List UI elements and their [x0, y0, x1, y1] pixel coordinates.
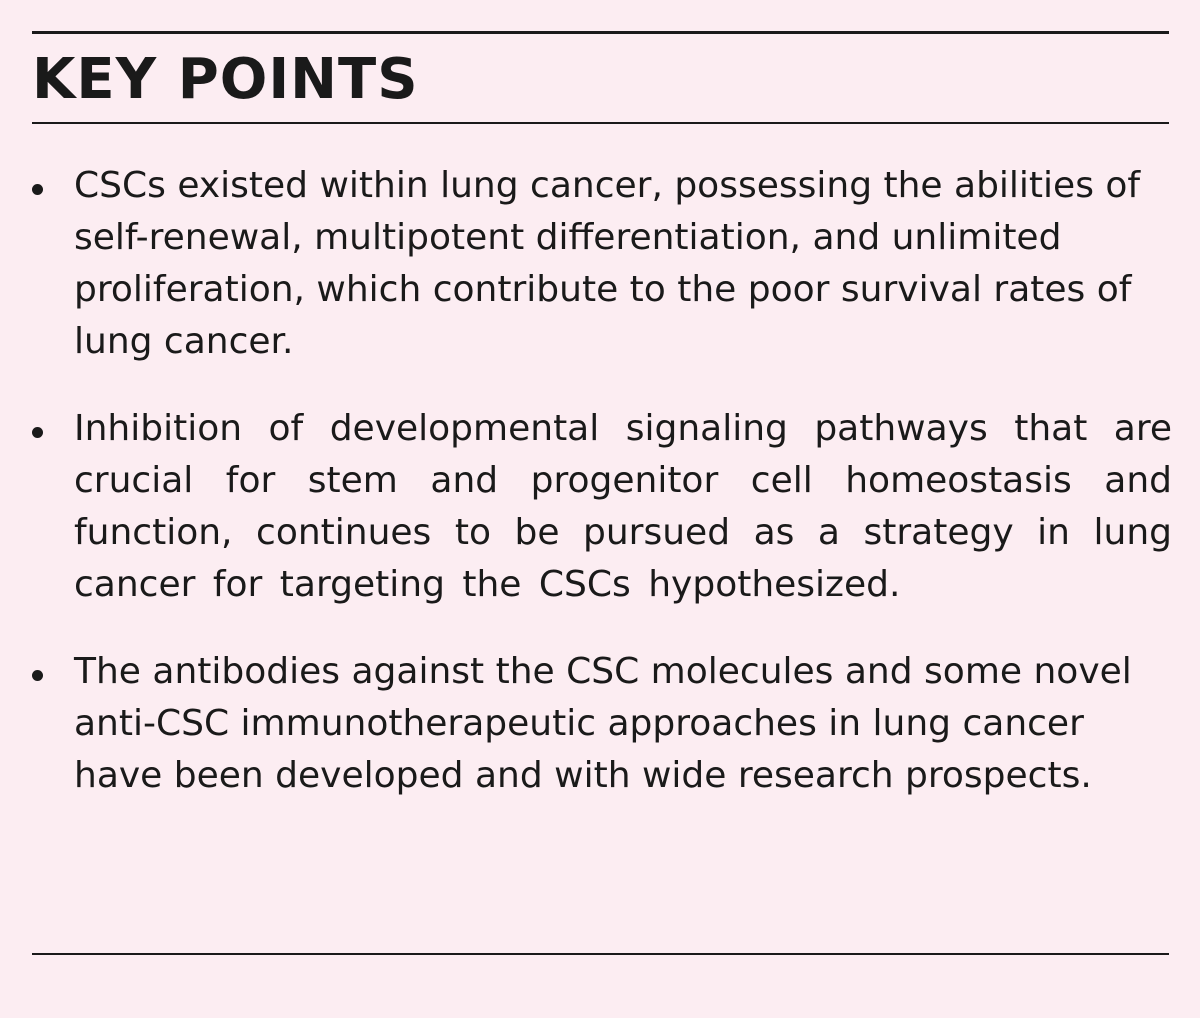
key-point-item [32, 160, 1172, 368]
key-point-text: CSCs existed within lung cancer, possessing the abilities of self-renewal, multipotent differentiation, and unlimited proliferation, which contribute to the poor survival rates of lung cancer. [74, 165, 1141, 362]
key-points-heading: KEY POINTS [32, 47, 419, 112]
bottom-rule [32, 953, 1169, 955]
key-point-item [32, 646, 1172, 802]
key-point-text: The antibodies against the CSC molecules and some novel anti-CSC immunotherapeutic approaches in lung cancer have been developed and with wide research prospects. [74, 651, 1132, 796]
bullet-icon [32, 670, 43, 681]
key-point-text: Inhibition of developmental signaling pathways that are crucial for stem and progenitor cell homeostasis and function, continues to be pursued as a strategy in lung cancer for targeting the CSCs hypothesized. [74, 408, 1172, 605]
heading-divider [32, 122, 1169, 124]
key-point-item [32, 403, 1172, 611]
bullet-icon [32, 427, 43, 438]
top-rule [32, 31, 1169, 34]
bullet-icon [32, 184, 43, 195]
key-points-list [32, 160, 1172, 837]
